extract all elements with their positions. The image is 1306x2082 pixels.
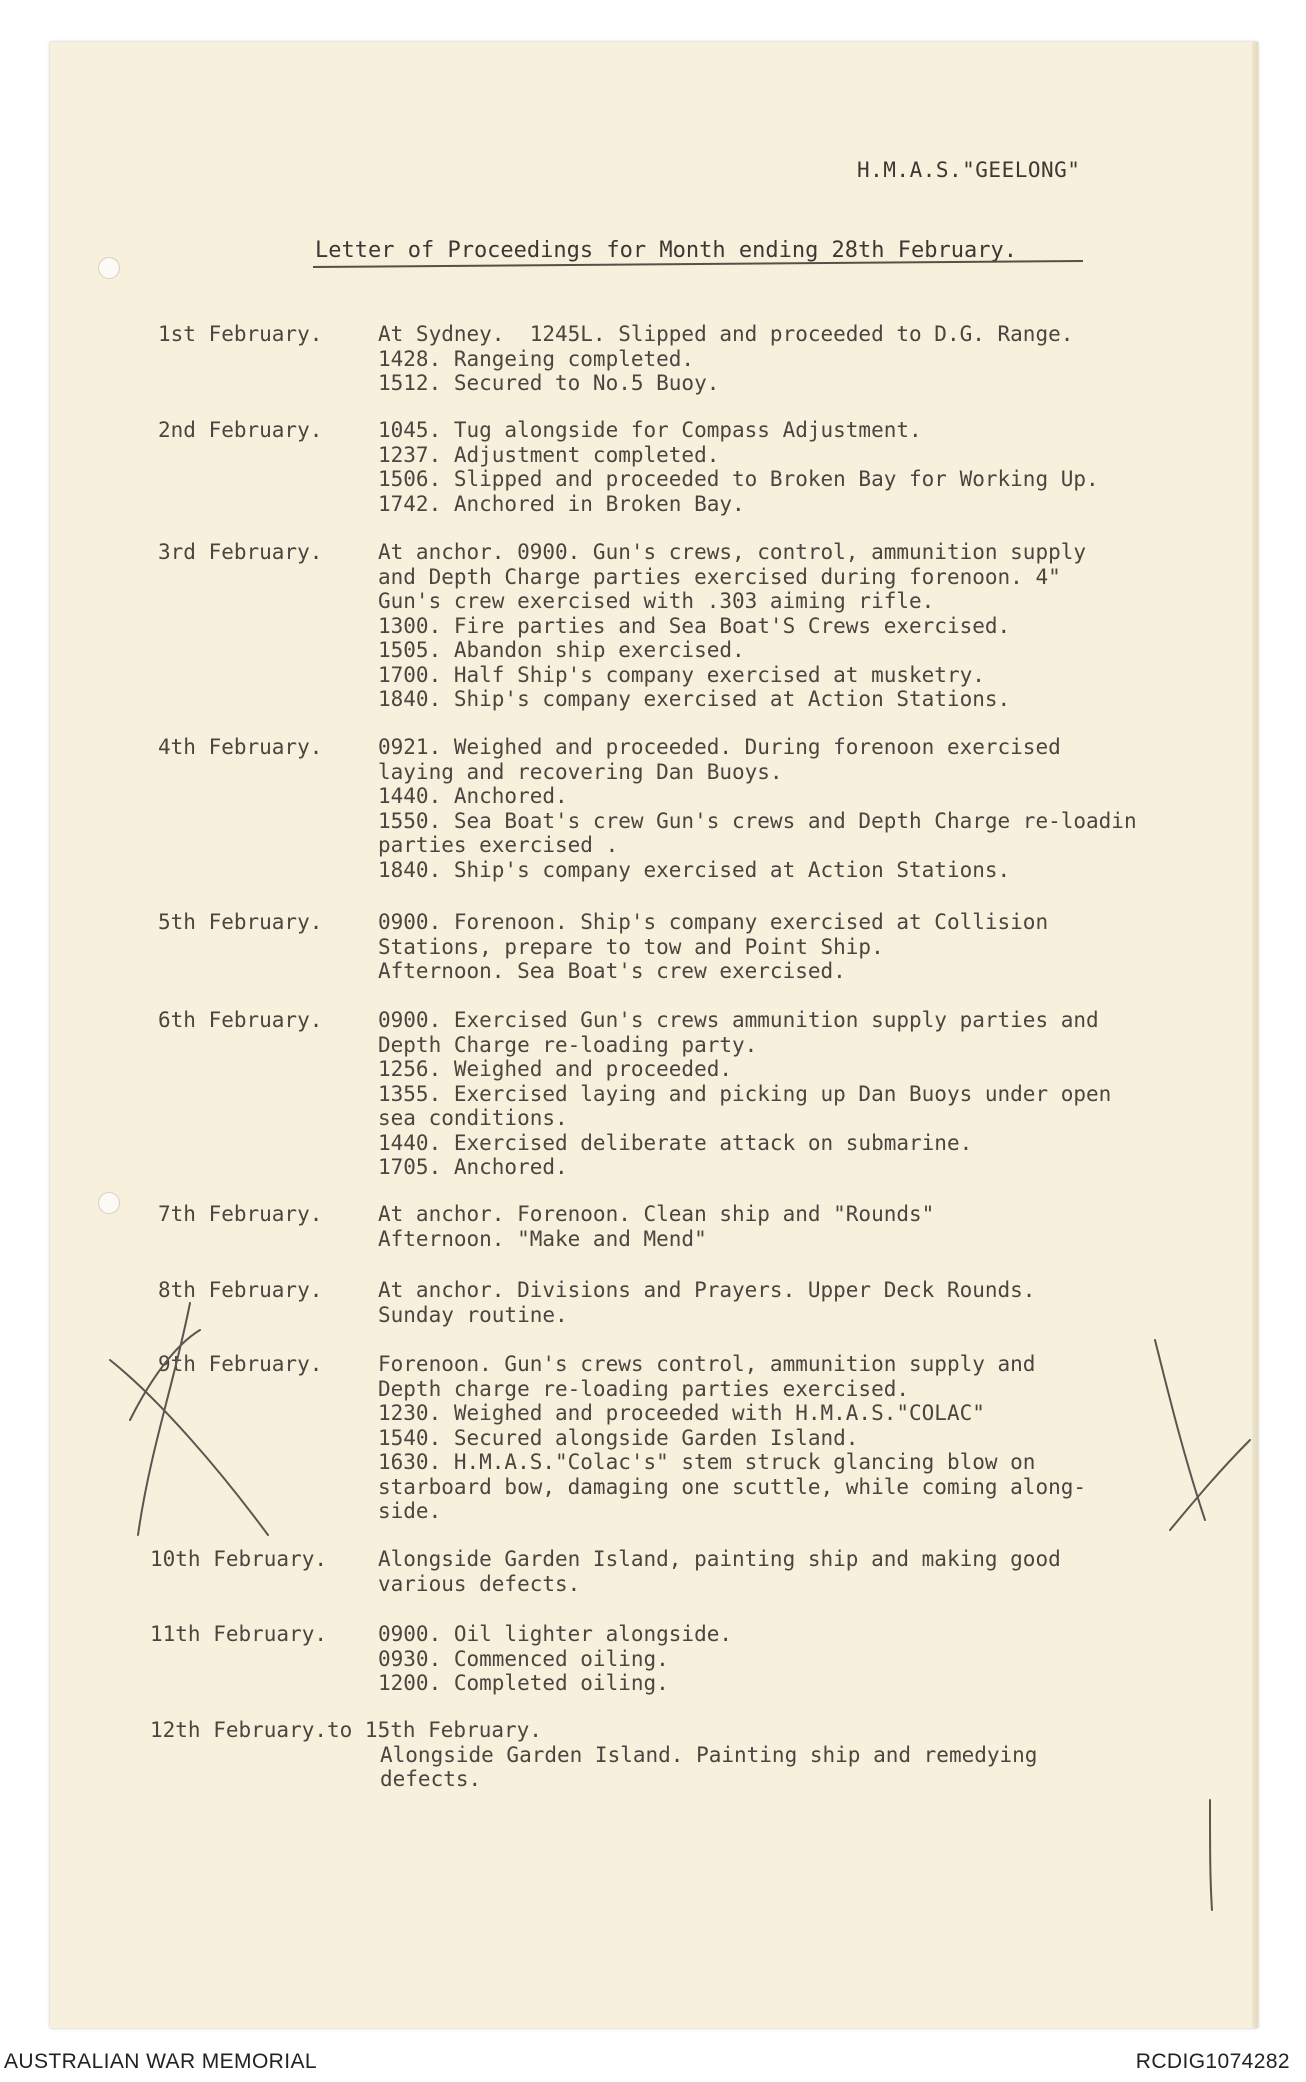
- entry-line: Alongside Garden Island. Painting ship and remedying: [380, 1742, 1038, 1767]
- entry-line: 1230. Weighed and proceeded with H.M.A.S."COLAC": [378, 1401, 985, 1425]
- entry-line: and Depth Charge parties exercised during forenoon. 4": [378, 564, 1061, 589]
- entry-line: 1440. Anchored.: [378, 784, 568, 808]
- entry-line: 0900. Oil lighter alongside.: [378, 1622, 733, 1646]
- pencil-stroke: [110, 1360, 268, 1535]
- footer-archive-name: AUSTRALIAN WAR MEMORIAL: [4, 2050, 317, 2073]
- entry-line: 0921. Weighed and proceeded. During forenoon exercised: [378, 735, 1061, 759]
- entry-line: 1355. Exercised laying and picking up Dan Buoys under open: [378, 1081, 1112, 1106]
- entry-line: At anchor. Divisions and Prayers. Upper Deck Rounds.: [378, 1278, 1036, 1302]
- pencil-stroke: [1210, 1800, 1212, 1910]
- entry-line: 1550. Sea Boat's crew Gun's crews and Depth Charge re-loadin: [378, 808, 1137, 833]
- entry-date: 2nd February.: [158, 418, 323, 442]
- entry-line: 1428. Rangeing completed.: [378, 346, 695, 371]
- entry-line: At Sydney. 1245L. Slipped and proceeded to D.G. Range.: [378, 322, 1074, 346]
- entry-line: Alongside Garden Island, painting ship and making good: [378, 1547, 1061, 1571]
- pencil-stroke: [138, 1303, 190, 1535]
- entry-line: 0930. Commenced oiling.: [378, 1646, 669, 1671]
- entry-line: 1300. Fire parties and Sea Boat'S Crews exercised.: [378, 613, 1011, 638]
- entry-date: 6th February.: [158, 1008, 323, 1032]
- entry-line: At anchor. 0900. Gun's crews, control, ammunition supply: [378, 540, 1087, 564]
- pencil-stroke: [1155, 1340, 1205, 1520]
- entry-line: sea conditions.: [378, 1106, 568, 1130]
- entry-line: 1506. Slipped and proceeded to Broken Bay for Working Up.: [378, 467, 1099, 491]
- document-title: Letter of Proceedings for Month ending 28th February.: [315, 238, 1017, 263]
- entry-date: 8th February.: [158, 1278, 323, 1302]
- entry-line: parties exercised .: [378, 833, 619, 857]
- entry-line: 1237. Adjustment completed.: [378, 442, 720, 467]
- entry-line: 1630. H.M.A.S."Colac's" stem struck glancing blow on: [378, 1450, 1036, 1474]
- entry-line: 1505. Abandon ship exercised.: [378, 638, 745, 662]
- entry-date: 10th February.: [150, 1547, 328, 1571]
- entry-date: 11th February.: [150, 1622, 328, 1646]
- entry-date: 1st February.: [158, 322, 323, 346]
- entry-date: 9th February.: [158, 1352, 323, 1376]
- entry-line: At anchor. Forenoon. Clean ship and "Rounds": [378, 1202, 935, 1226]
- entry-line: side.: [378, 1499, 442, 1523]
- entry-line: 1440. Exercised deliberate attack on submarine.: [378, 1130, 973, 1155]
- entry-line: laying and recovering Dan Buoys.: [378, 759, 783, 784]
- entry-line: defects.: [380, 1767, 482, 1791]
- entry-date: 12th February.to 15th February.: [150, 1718, 542, 1742]
- entry-line: Forenoon. Gun's crews control, ammunition supply and: [378, 1352, 1036, 1376]
- entry-line: Depth charge re-loading parties exercised.: [378, 1376, 910, 1401]
- entry-line: Stations, prepare to tow and Point Ship.: [378, 934, 884, 959]
- entry-line: various defects.: [378, 1571, 581, 1596]
- entry-line: 1705. Anchored.: [378, 1155, 568, 1179]
- entry-line: 0900. Exercised Gun's crews ammunition supply parties and: [378, 1008, 1099, 1032]
- entry-line: Gun's crew exercised with .303 aiming rifle.: [378, 589, 935, 613]
- entry-line: 1512. Secured to No.5 Buoy.: [378, 371, 720, 395]
- entry-line: 1256. Weighed and proceeded.: [378, 1057, 733, 1081]
- entry-line: Afternoon. Sea Boat's crew exercised.: [378, 959, 846, 983]
- entry-date: 3rd February.: [158, 540, 323, 564]
- entry-line: 1840. Ship's company exercised at Action Stations.: [378, 857, 1011, 882]
- ship-name: H.M.A.S."GEELONG": [857, 158, 1081, 182]
- entry-line: 1045. Tug alongside for Compass Adjustment.: [378, 418, 922, 442]
- entry-line: Depth Charge re-loading party.: [378, 1032, 758, 1057]
- entry-line: 1700. Half Ship's company exercised at musketry.: [378, 662, 985, 687]
- pencil-stroke: [1170, 1440, 1250, 1530]
- entry-line: Afternoon. "Make and Mend": [378, 1226, 707, 1251]
- entry-date: 4th February.: [158, 735, 323, 759]
- entry-date: 7th February.: [158, 1202, 323, 1226]
- entry-line: 1200. Completed oiling.: [378, 1671, 669, 1695]
- footer-record-id: RCDIG1074282: [1135, 2050, 1290, 2073]
- entry-line: 1840. Ship's company exercised at Action Stations.: [378, 687, 1011, 711]
- entry-line: 1540. Secured alongside Garden Island.: [378, 1425, 859, 1450]
- entry-line: 0900. Forenoon. Ship's company exercised at Collision: [378, 910, 1049, 934]
- entry-date: 5th February.: [158, 910, 323, 934]
- entry-line: starboard bow, damaging one scuttle, while coming along-: [378, 1474, 1087, 1499]
- entry-line: Sunday routine.: [378, 1302, 568, 1327]
- entry-line: 1742. Anchored in Broken Bay.: [378, 491, 745, 516]
